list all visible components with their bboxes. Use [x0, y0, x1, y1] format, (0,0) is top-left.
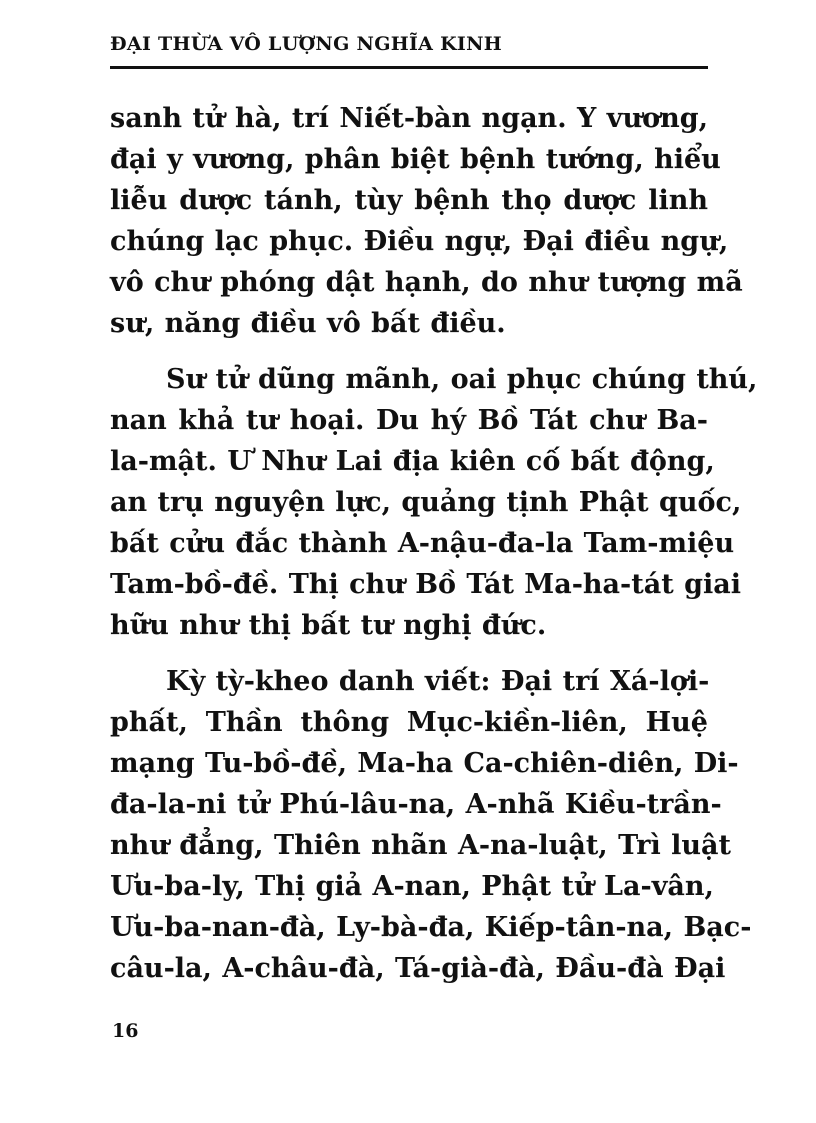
paragraph-3 [110, 661, 752, 989]
text-line: Ưu-ba-nan-đà, Ly-bà-đa, Kiếp-tân-na, Bạc- [110, 912, 752, 943]
text-line: liễu dược tánh, tùy bệnh thọ dược linh [110, 185, 708, 216]
text-line: hữu như thị bất tư nghị đức. [110, 610, 547, 641]
text-line: Tam-bồ-đề. Thị chư Bồ Tát Ma-ha-tát giai [110, 569, 741, 600]
text-line: đa-la-ni tử Phú-lâu-na, A-nhã Kiều-trần- [110, 789, 722, 820]
text-line: Kỳ tỳ-kheo danh viết: Đại trí Xá-lợi- [166, 666, 710, 697]
running-header: ĐẠI THỪA VÔ LƯỢNG NGHĨA KINH [110, 33, 503, 55]
text-line: mạng Tu-bồ-đề, Ma-ha Ca-chiên-diên, Di- [110, 748, 739, 779]
text-line: Sư tử dũng mãnh, oai phục chúng thú, [166, 364, 758, 395]
paragraph-1 [110, 98, 743, 344]
text-line: la-mật. Ư Như Lai địa kiên cố bất động, [110, 446, 715, 477]
body-text [110, 98, 758, 989]
text-line: sư, năng điều vô bất điều. [110, 308, 506, 339]
text-line: Ưu-ba-ly, Thị giả A-nan, Phật tử La-vân, [110, 871, 714, 902]
text-line: chúng lạc phục. Điều ngự, Đại điều ngự, [110, 226, 729, 257]
text-line: phất, Thần thông Mục-kiền-liên, Huệ [110, 707, 708, 738]
text-line: như đẳng, Thiên nhãn A-na-luật, Trì luật [110, 830, 731, 861]
page-number: 16 [112, 1020, 139, 1042]
text-line: câu-la, A-châu-đà, Tá-già-đà, Đầu-đà Đại [110, 953, 726, 984]
text-line: vô chư phóng dật hạnh, do như tượng mã [110, 267, 743, 298]
text-line: sanh tử hà, trí Niết-bàn ngạn. Y vương, [110, 103, 708, 134]
header-rule [110, 66, 708, 69]
text-line: bất cửu đắc thành A-nậu-đa-la Tam-miệu [110, 528, 735, 559]
text-line: an trụ nguyện lực, quảng tịnh Phật quốc, [110, 487, 742, 518]
paragraph-2 [110, 359, 758, 646]
text-line: nan khả tư hoại. Du hý Bồ Tát chư Ba- [110, 405, 708, 436]
text-line: đại y vương, phân biệt bệnh tướng, hiểu [110, 144, 721, 175]
